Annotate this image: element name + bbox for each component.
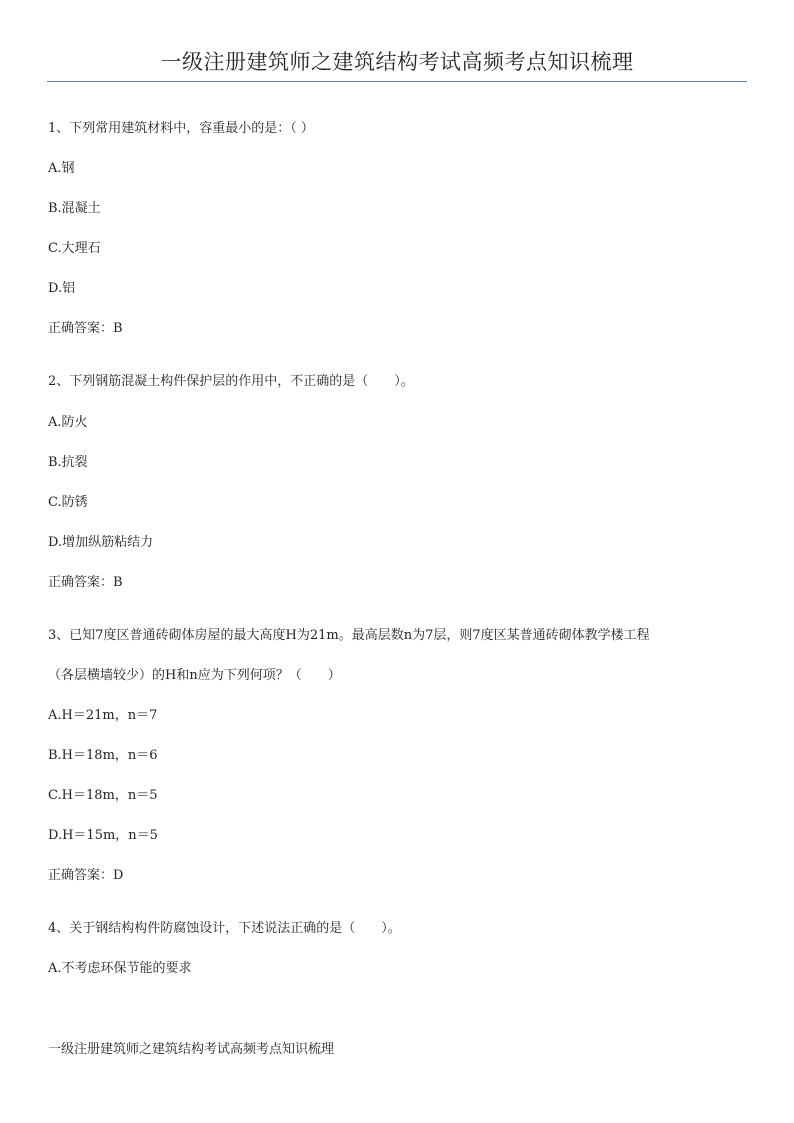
question-2-option-b: B.抗裂 [48,455,88,470]
page-title: 一级注册建筑师之建筑结构考试高频考点知识梳理 [160,50,634,74]
footer-title: 一级注册建筑师之建筑结构考试高频考点知识梳理 [48,1042,335,1057]
question-4-option-a: A.不考虑环保节能的要求 [48,961,192,976]
question-1-option-b: B.混凝土 [48,201,101,216]
question-1-stem: 1、下列常用建筑材料中，容重最小的是：（ ） [48,121,314,136]
question-1-option-c: C.大理石 [48,241,101,256]
question-2-option-c: C.防锈 [48,495,88,510]
question-2-stem: 2、下列钢筋混凝土构件保护层的作用中，不正确的是（ ）。 [48,374,414,389]
question-4-stem: 4、关于钢结构构件防腐蚀设计，下述说法正确的是（ ）。 [48,921,401,936]
question-1-option-d: D.铝 [48,281,76,296]
question-3-stem-continued: （各层横墙较少）的H和n应为下列何项？（ ） [48,668,341,683]
question-3-option-c: C.H＝18m，n＝5 [48,788,158,803]
question-3-option-b: B.H＝18m，n＝6 [48,748,158,763]
question-3-stem: 3、已知7度区普通砖砌体房屋的最大高度H为21m。最高层数n为7层，则7度区某普通砖砌体教学楼工程 [48,628,650,643]
question-3-option-a: A.H＝21m，n＝7 [48,708,158,723]
question-1-answer: 正确答案：B [48,321,123,336]
question-2-option-d: D.增加纵筋粘结力 [48,535,154,550]
question-2-option-a: A.防火 [48,415,88,430]
question-1-option-a: A.钢 [48,161,75,176]
question-3-option-d: D.H＝15m，n＝5 [48,828,158,843]
header-divider [47,81,747,82]
question-2-answer: 正确答案：B [48,575,123,590]
question-3-answer: 正确答案：D [48,868,124,883]
